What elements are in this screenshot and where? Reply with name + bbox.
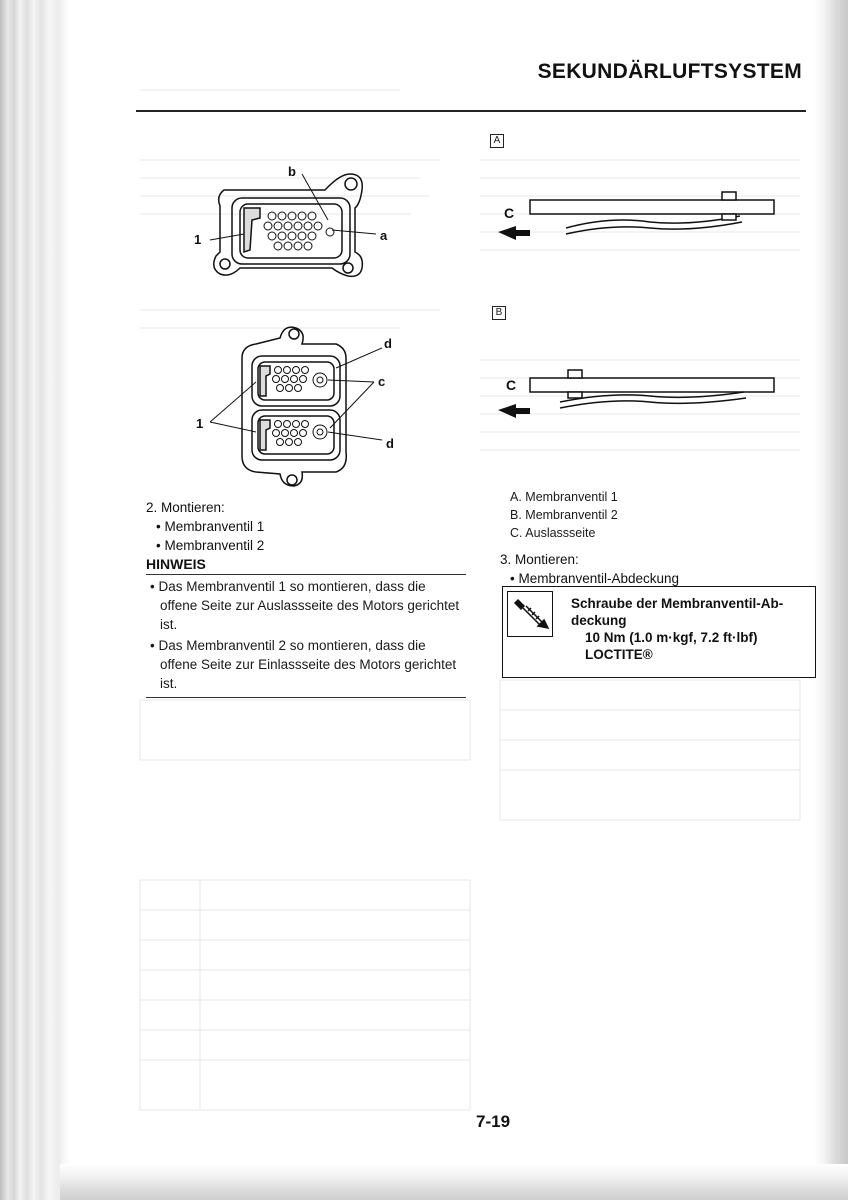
legend-item-b: B. Membranventil 2 xyxy=(510,508,618,522)
locktite-bolt-icon xyxy=(507,591,553,637)
binding-shadow xyxy=(814,0,848,1200)
hinweis-bottom-rule xyxy=(146,697,466,698)
label-1-bottom: 1 xyxy=(196,416,204,431)
torque-line-2: deckung xyxy=(571,613,627,628)
legend-item-c: C. Auslassseite xyxy=(510,526,596,540)
legend-item-a: A. Membranventil 1 xyxy=(510,490,618,504)
panel-a-tag: A xyxy=(490,134,504,148)
hinweis-item-2: • Das Membranventil 2 so montieren, dass die offene Seite zur Einlassseite des Motors gerichtet ist. xyxy=(150,638,457,691)
panel-b-reed-diagram xyxy=(490,360,790,440)
step-3-heading: 3. Montieren: xyxy=(500,552,579,567)
step-2-bullet-2: • Membranventil 2 xyxy=(156,538,265,553)
hinweis-title: HINWEIS xyxy=(146,556,206,572)
torque-spec-text xyxy=(571,595,783,663)
label-a: a xyxy=(380,228,388,243)
label-d-lower: d xyxy=(386,436,394,451)
section-title: SEKUNDÄRLUFTSYSTEM xyxy=(537,60,802,83)
step-3 xyxy=(500,550,679,588)
reed-valve-figure-bottom xyxy=(196,322,416,492)
header-rule xyxy=(136,110,806,112)
label-1-top: 1 xyxy=(194,232,202,247)
panel-b-label-c: C xyxy=(506,377,517,393)
label-b: b xyxy=(288,164,296,179)
page-number: 7-19 xyxy=(476,1112,511,1131)
figure-legend xyxy=(510,488,618,542)
torque-spec-box xyxy=(502,586,816,678)
panel-a-reed-diagram xyxy=(490,180,790,260)
label-c: c xyxy=(378,374,386,389)
reed-valve-figure-top xyxy=(180,160,420,290)
hinweis-item-1: • Das Membranventil 1 so montieren, dass die offene Seite zur Auslassseite des Motors gerichtet ist. xyxy=(150,579,460,632)
torque-loctite: LOCTITE® xyxy=(585,647,653,662)
panel-b-tag: B xyxy=(492,306,506,320)
hinweis-top-rule xyxy=(146,574,466,575)
step-3-bullet-1: • Membranventil-Abdeckung xyxy=(510,571,680,586)
torque-value: 10 Nm (1.0 m·kgf, 7.2 ft·lbf) xyxy=(585,630,758,645)
torque-line-1: Schraube der Membranventil-Ab- xyxy=(571,596,784,611)
page-bottom-shadow xyxy=(60,1164,848,1200)
step-2-bullet-1: • Membranventil 1 xyxy=(156,519,265,534)
hinweis-note xyxy=(146,556,466,698)
panel-a-label-c: C xyxy=(504,205,515,221)
step-2 xyxy=(146,498,264,555)
label-d-upper: d xyxy=(384,336,392,351)
page-stack-edge xyxy=(0,0,70,1200)
step-2-heading: 2. Montieren: xyxy=(146,500,225,515)
